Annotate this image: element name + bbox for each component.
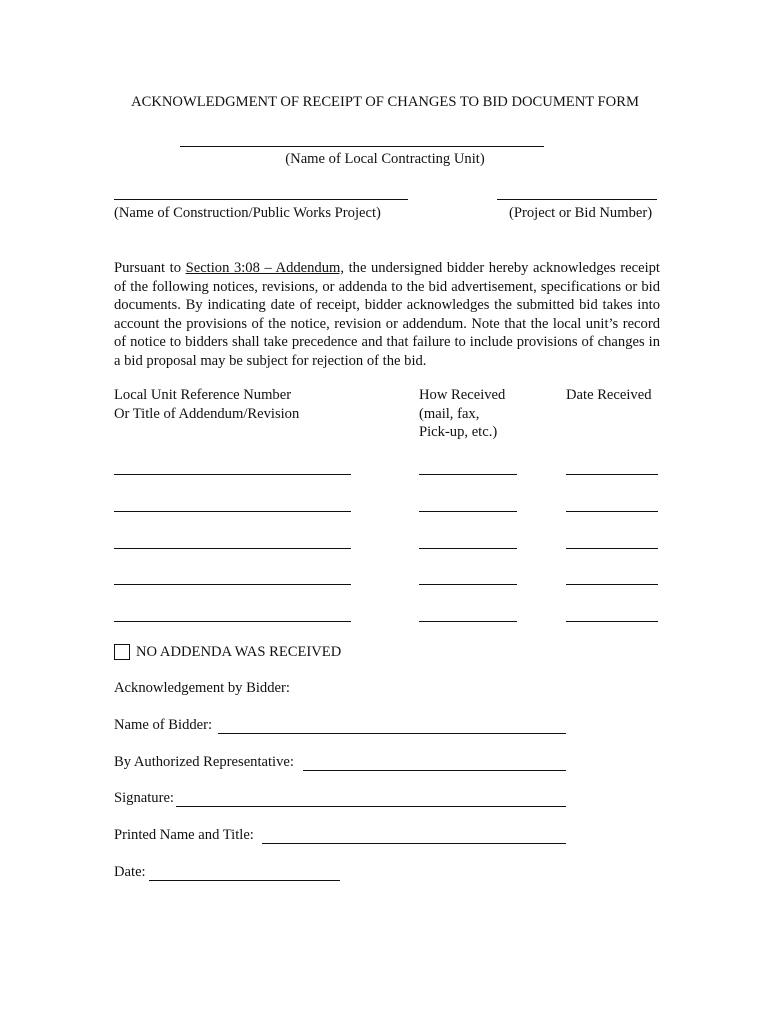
acknowledgement-paragraph xyxy=(114,259,660,371)
authorized-rep-field[interactable] xyxy=(303,770,566,771)
project-name-field[interactable] xyxy=(114,199,408,200)
project-caption: (Name of Construction/Public Works Project) xyxy=(114,205,381,221)
paragraph-body: the undersigned bidder hereby acknowledges receipt of the following notices, revisions, or addenda to the bid advertisement, specifications or bid documents. By indicating date of receipt, bidder acknowledges the submitted bid takes into account the provisions of the notice, revision or addendum. Note that the local unit’s record of notice to bidders shall take precedence and that failure to include provisions of changes in a bid proposal may be subject for rejection of the bid. xyxy=(114,260,660,369)
date-received-field[interactable] xyxy=(566,511,658,512)
date-label: Date: xyxy=(114,864,146,880)
name-of-bidder-field[interactable] xyxy=(218,733,566,734)
signature-label: Signature: xyxy=(114,790,174,806)
acknowledgement-heading: Acknowledgement by Bidder: xyxy=(114,680,290,696)
no-addenda-label: NO ADDENDA WAS RECEIVED xyxy=(136,644,342,660)
date-field[interactable] xyxy=(149,880,340,881)
paragraph-lead: Pursuant to xyxy=(114,260,186,276)
reference-field[interactable] xyxy=(114,474,351,475)
how-received-header-line1: How Received xyxy=(419,387,506,403)
bid-number-caption: (Project or Bid Number) xyxy=(509,205,653,221)
how-received-field[interactable] xyxy=(419,621,517,622)
date-received-field[interactable] xyxy=(566,474,658,475)
how-received-field[interactable] xyxy=(419,511,517,512)
how-received-field[interactable] xyxy=(419,584,517,585)
printed-name-label: Printed Name and Title: xyxy=(114,827,254,843)
reference-field[interactable] xyxy=(114,548,351,549)
reference-field[interactable] xyxy=(114,584,351,585)
name-of-bidder-label: Name of Bidder: xyxy=(114,717,213,733)
local-unit-caption: (Name of Local Contracting Unit) xyxy=(285,151,485,167)
how-received-header-line2: (mail, fax, xyxy=(419,406,480,422)
no-addenda-checkbox[interactable] xyxy=(114,644,130,660)
bid-number-field[interactable] xyxy=(497,199,657,200)
date-received-header: Date Received xyxy=(566,387,652,403)
how-received-header-line3: Pick-up, etc.) xyxy=(419,424,498,440)
how-received-field[interactable] xyxy=(419,474,517,475)
date-received-field[interactable] xyxy=(566,584,658,585)
reference-header-line2: Or Title of Addendum/Revision xyxy=(114,406,300,422)
date-received-field[interactable] xyxy=(566,621,658,622)
reference-field[interactable] xyxy=(114,511,351,512)
form-title: ACKNOWLEDGMENT OF RECEIPT OF CHANGES TO BID DOCUMENT FORM xyxy=(131,94,639,110)
authorized-rep-label: By Authorized Representative: xyxy=(114,754,294,770)
how-received-field[interactable] xyxy=(419,548,517,549)
reference-field[interactable] xyxy=(114,621,351,622)
local-unit-field[interactable] xyxy=(180,146,544,147)
signature-field[interactable] xyxy=(176,806,566,807)
section-reference-link: Section 3:08 – Addendum, xyxy=(185,260,345,276)
date-received-field[interactable] xyxy=(566,548,658,549)
reference-header-line1: Local Unit Reference Number xyxy=(114,387,292,403)
printed-name-field[interactable] xyxy=(262,843,566,844)
